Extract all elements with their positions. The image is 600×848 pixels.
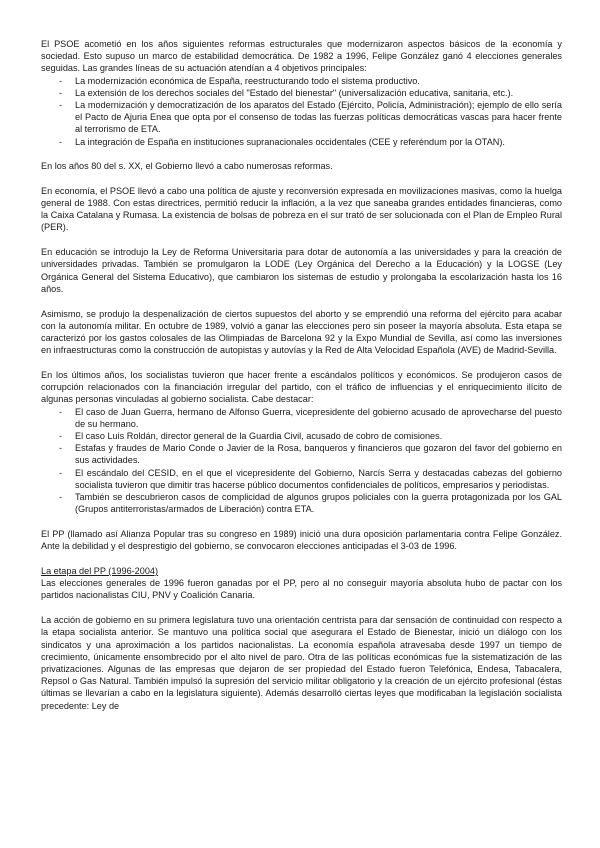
- list-item: - El escándalo del CESID, en el que el vicepresidente del Gobierno, Narcís Serra y destacadas cabezas del gobierno socialista tuvieron que dimitir tras hacerse público documentos confidenciales de políticos, empresarios y periodistas.: [41, 467, 562, 491]
- paragraph-elecciones-1996: Las elecciones generales de 1996 fueron ganadas por el PP, pero al no conseguir mayoría absoluta hubo de pactar con los partidos nacionalistas CIU, PNV y Coalición Canaria.: [41, 578, 562, 601]
- paragraph-escandalos: En los últimos años, los socialistas tuvieron que hacer frente a escándalos políticos y económicos. Se produjeron casos de corrupción relacionados con la financiación irregular del partido, con el tráfico de influencias y el enriquecimiento ilícito de algunas personas vinculadas al gobierno socialista. Cabe destacar:: [41, 370, 562, 405]
- scandals-list: [41, 406, 562, 516]
- paragraph-aborto-ejercito: Asimismo, se produjo la despenalización de ciertos supuestos del aborto y se emprendió una reforma del ejército para acabar con la autonomía militar. En octubre de 1989, volvió a ganar las elecciones pero sin poseer la mayoría absoluta. Esta etapa se caracterizó por los gastos colosales de las Olimpiadas de Barcelona 92 y la Expo Mundial de Sevilla, así como las inversiones en infraestructuras como la construcción de autopistas y autovías y la Red de Alta Velocidad Española (AVE) de Madrid-Sevilla.: [41, 308, 562, 356]
- paragraph-economia: En economía, el PSOE llevó a cabo una política de ajuste y reconversión expresada en movilizaciones masivas, como la huelga general de 1988. Con estas directrices, permitió reducir la inflación, a la vez que saneaba grandes entidades financieras, como la Caixa Catalana y Rumasa. La existencia de bolsas de pobreza en el sur trató de ser solucionada con el Plan de Empleo Rural (PER).: [41, 185, 562, 233]
- paragraph-psoe-reformas: El PSOE acometió en los años siguientes reformas estructurales que modernizaron aspectos básicos de la economía y sociedad. Esto supuso un marco de estabilidad democrática. De 1982 a 1996, Felipe González ganó 4 elecciones generales seguidas. Las grandes líneas de su actuación atendían a 4 objetivos principales:: [41, 39, 562, 74]
- paragraph-pp-oposicion: El PP (llamado así Alianza Popular tras su congreso en 1989) inició una dura oposición parlamentaria contra Felipe González. Ante la debilidad y el desprestigio del gobierno, se convocaron elecciones anticipadas el 3-03 de 1996.: [41, 529, 562, 552]
- list-item: - También se descubrieron casos de complicidad de algunos grupos policiales con la guerra protagonizada por los GAL (Grupos antiterroristas/armados de Liberación) contra ETA.: [41, 491, 562, 515]
- list-item: - La modernización económica de España, reestructurando todo el sistema productivo.: [41, 75, 562, 87]
- list-item: - La extensión de los derechos sociales del "Estado del bienestar" (universalización educativa, sanitaria, etc.).: [41, 87, 562, 99]
- list-item: - El caso Luis Roldán, director general de la Guardia Civil, acusado de cobro de comisiones.: [41, 430, 562, 442]
- paragraph-accion-gobierno: La acción de gobierno en su primera legislatura tuvo una orientación centrista para dar sensación de continuidad con respecto a la etapa socialista anterior. Se mantuvo una política social que asegurara el Estado de Bienestar, inició un diálogo con los sindicatos y una aproximación a los partidos nacionalistas. La economía española atravesaba desde 1997 un tiempo de crecimiento, únicamente ensombrecido por el alto nivel de paro. Otra de las políticas económicas fue la sistematización de las privatizaciones. Algunas de las empresas que dejaron de ser propiedad del Estado fueron Telefónica, Endesa, Tabacalera, Repsol o Gas Natural. También impulsó la supresión del servicio militar obligatorio y la creación de un ejército profesional (éstas últimas se llevarían a cabo en la legislatura siguiente). Además desarrolló ciertas leyes que modificaban la legislación socialista precedente: Ley de: [41, 615, 562, 711]
- list-item: - La integración de España en instituciones supranacionales occidentales (CEE y referéndum por la OTAN).: [41, 136, 562, 148]
- list-item: - La modernización y democratización de los aparatos del Estado (Ejército, Policía, Administración); ejemplo de ello sería el Pacto de Ajuria Enea que opta por el consenso de todas las fuerzas políticas democráticas vascas para hacer frente al terrorismo de ETA.: [41, 99, 562, 136]
- section-heading: La etapa del PP (1996-2004): [41, 566, 159, 577]
- paragraph-educacion: En educación se introdujo la Ley de Reforma Universitaria para dotar de autonomía a las universidades y para la creación de universidades privadas. También se promulgaron la LODE (Ley Orgánica del Derecho a la Educación) y la LOGSE (Ley Orgánica General del Sistema Educativo), que cambiaron los sistemas de estudio y prolongaba la escolarización hasta los 16 años.: [41, 247, 562, 294]
- objectives-list: [41, 75, 562, 148]
- list-item: - Estafas y fraudes de Mario Conde o Javier de la Rosa, banqueros y financieros que gozaron del favor del gobierno en sus actividades.: [41, 442, 562, 466]
- paragraph-anos-80: En los años 80 del s. XX, el Gobierno llevó a cabo numerosas reformas.: [41, 161, 333, 172]
- list-item: - El caso de Juan Guerra, hermano de Alfonso Guerra, vicepresidente del gobierno acusado de aprovecharse del puesto de su hermano.: [41, 406, 562, 430]
